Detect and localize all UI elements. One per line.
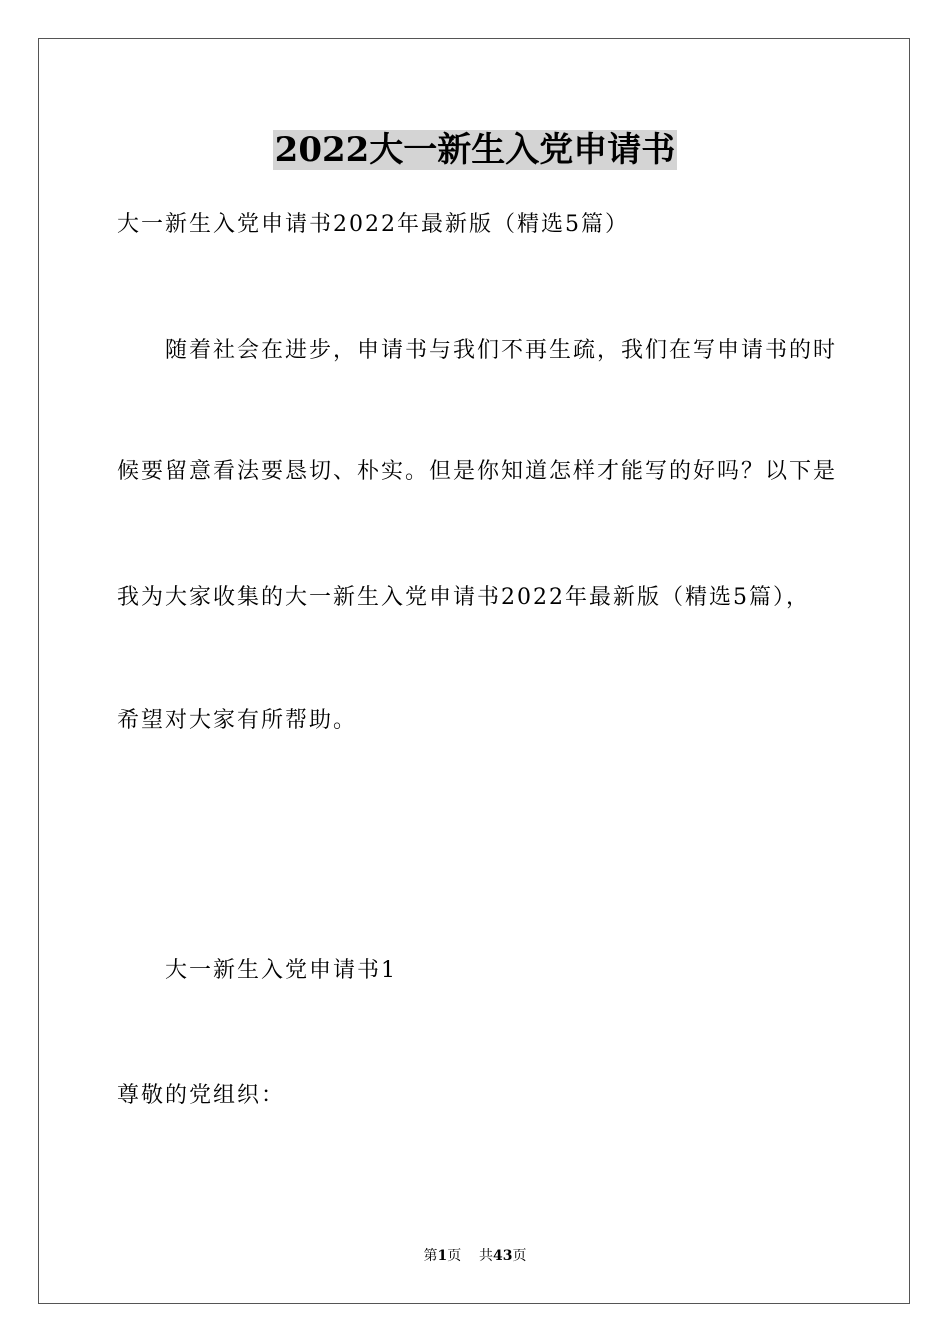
page-number: 1	[437, 1248, 448, 1264]
page-suffix: 页	[447, 1248, 462, 1264]
intro-line-1: 随着社会在进步，申请书与我们不再生疏，我们在写申请书的时	[165, 338, 838, 363]
salutation: 尊敬的党组织：	[117, 1083, 286, 1108]
section-heading: 大一新生入党申请书1	[165, 958, 397, 983]
document-title-text: 2022大一新生入党申请书	[274, 130, 676, 170]
intro-line-2: 候要留意看法要恳切、朴实。但是你知道怎样才能写的好吗？以下是	[117, 459, 838, 484]
page-footer	[0, 1247, 950, 1265]
intro-line-4: 希望对大家有所帮助。	[117, 708, 358, 733]
total-suffix: 页	[512, 1248, 527, 1264]
page-prefix: 第	[423, 1248, 438, 1264]
intro-line-3: 我为大家收集的大一新生入党申请书2022年最新版（精选5篇），	[117, 585, 810, 610]
document-title	[0, 128, 950, 172]
document-subtitle: 大一新生入党申请书2022年最新版（精选5篇）	[117, 212, 629, 237]
total-prefix: 共	[479, 1248, 494, 1264]
total-pages: 43	[493, 1248, 513, 1264]
